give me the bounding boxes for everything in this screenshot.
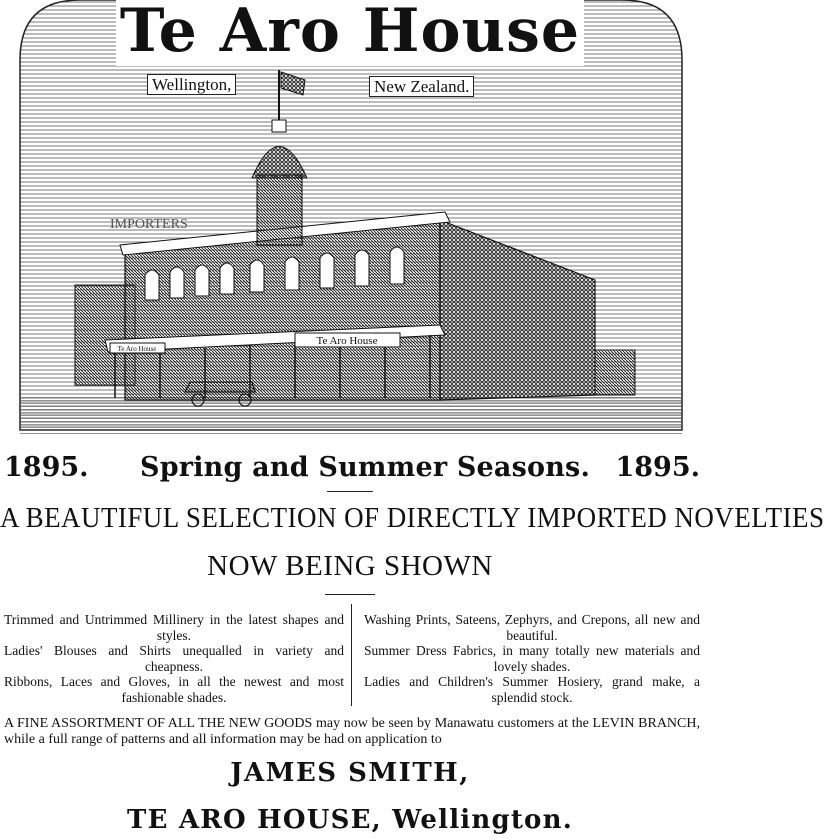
year-right: 1895. bbox=[615, 452, 700, 483]
season-heading bbox=[0, 451, 700, 485]
location-country: New Zealand. bbox=[369, 76, 474, 97]
list-item: Ribbons, Laces and Gloves, in all the newest and most fashionable shades. bbox=[4, 674, 344, 705]
store-address: TE ARO HOUSE, Wellington. bbox=[127, 805, 573, 835]
list-item: Summer Dress Fabrics, in many totally new materials and lovely shades. bbox=[364, 643, 700, 674]
divider-rule bbox=[325, 594, 375, 595]
roof-sign-text: Te Aro House bbox=[117, 345, 157, 353]
notice-paragraph: A FINE ASSORTMENT OF ALL THE NEW GOODS may now be seen by Manawatu customers at the LEVIN BRANCH, while a full range of patterns and all information may be had on application to bbox=[4, 716, 700, 747]
goods-list-right bbox=[364, 612, 700, 705]
proprietor-name: JAMES SMITH, bbox=[230, 758, 470, 788]
list-item: Ladies' Blouses and Shirts unequalled in variety and cheapness. bbox=[4, 643, 344, 674]
list-item: Trimmed and Untrimmed Millinery in the latest shapes and styles. bbox=[4, 612, 344, 643]
importers-ghost-text: IMPORTERS bbox=[110, 217, 188, 232]
headline-line-2: NOW BEING SHOWN bbox=[207, 550, 493, 582]
goods-list-left bbox=[4, 612, 344, 705]
list-item: Washing Prints, Sateens, Zephyrs, and Crepons, all new and beautiful. bbox=[364, 612, 700, 643]
street-sign-text: Te Aro House bbox=[316, 335, 378, 347]
season-title: Spring and Summer Seasons. bbox=[140, 452, 591, 483]
column-divider bbox=[351, 604, 352, 706]
year-left: 1895. bbox=[4, 452, 89, 483]
list-item: Ladies and Children's Summer Hosiery, grand make, a splendid stock. bbox=[364, 674, 700, 705]
headline-line-1: A BEAUTIFUL SELECTION OF DIRECTLY IMPORTED NOVELTIES bbox=[0, 502, 824, 534]
location-city: Wellington, bbox=[147, 74, 236, 95]
divider-rule bbox=[327, 491, 373, 492]
te-aro-house-engraving bbox=[20, 0, 682, 450]
page-title: Te Aro House bbox=[0, 0, 700, 62]
